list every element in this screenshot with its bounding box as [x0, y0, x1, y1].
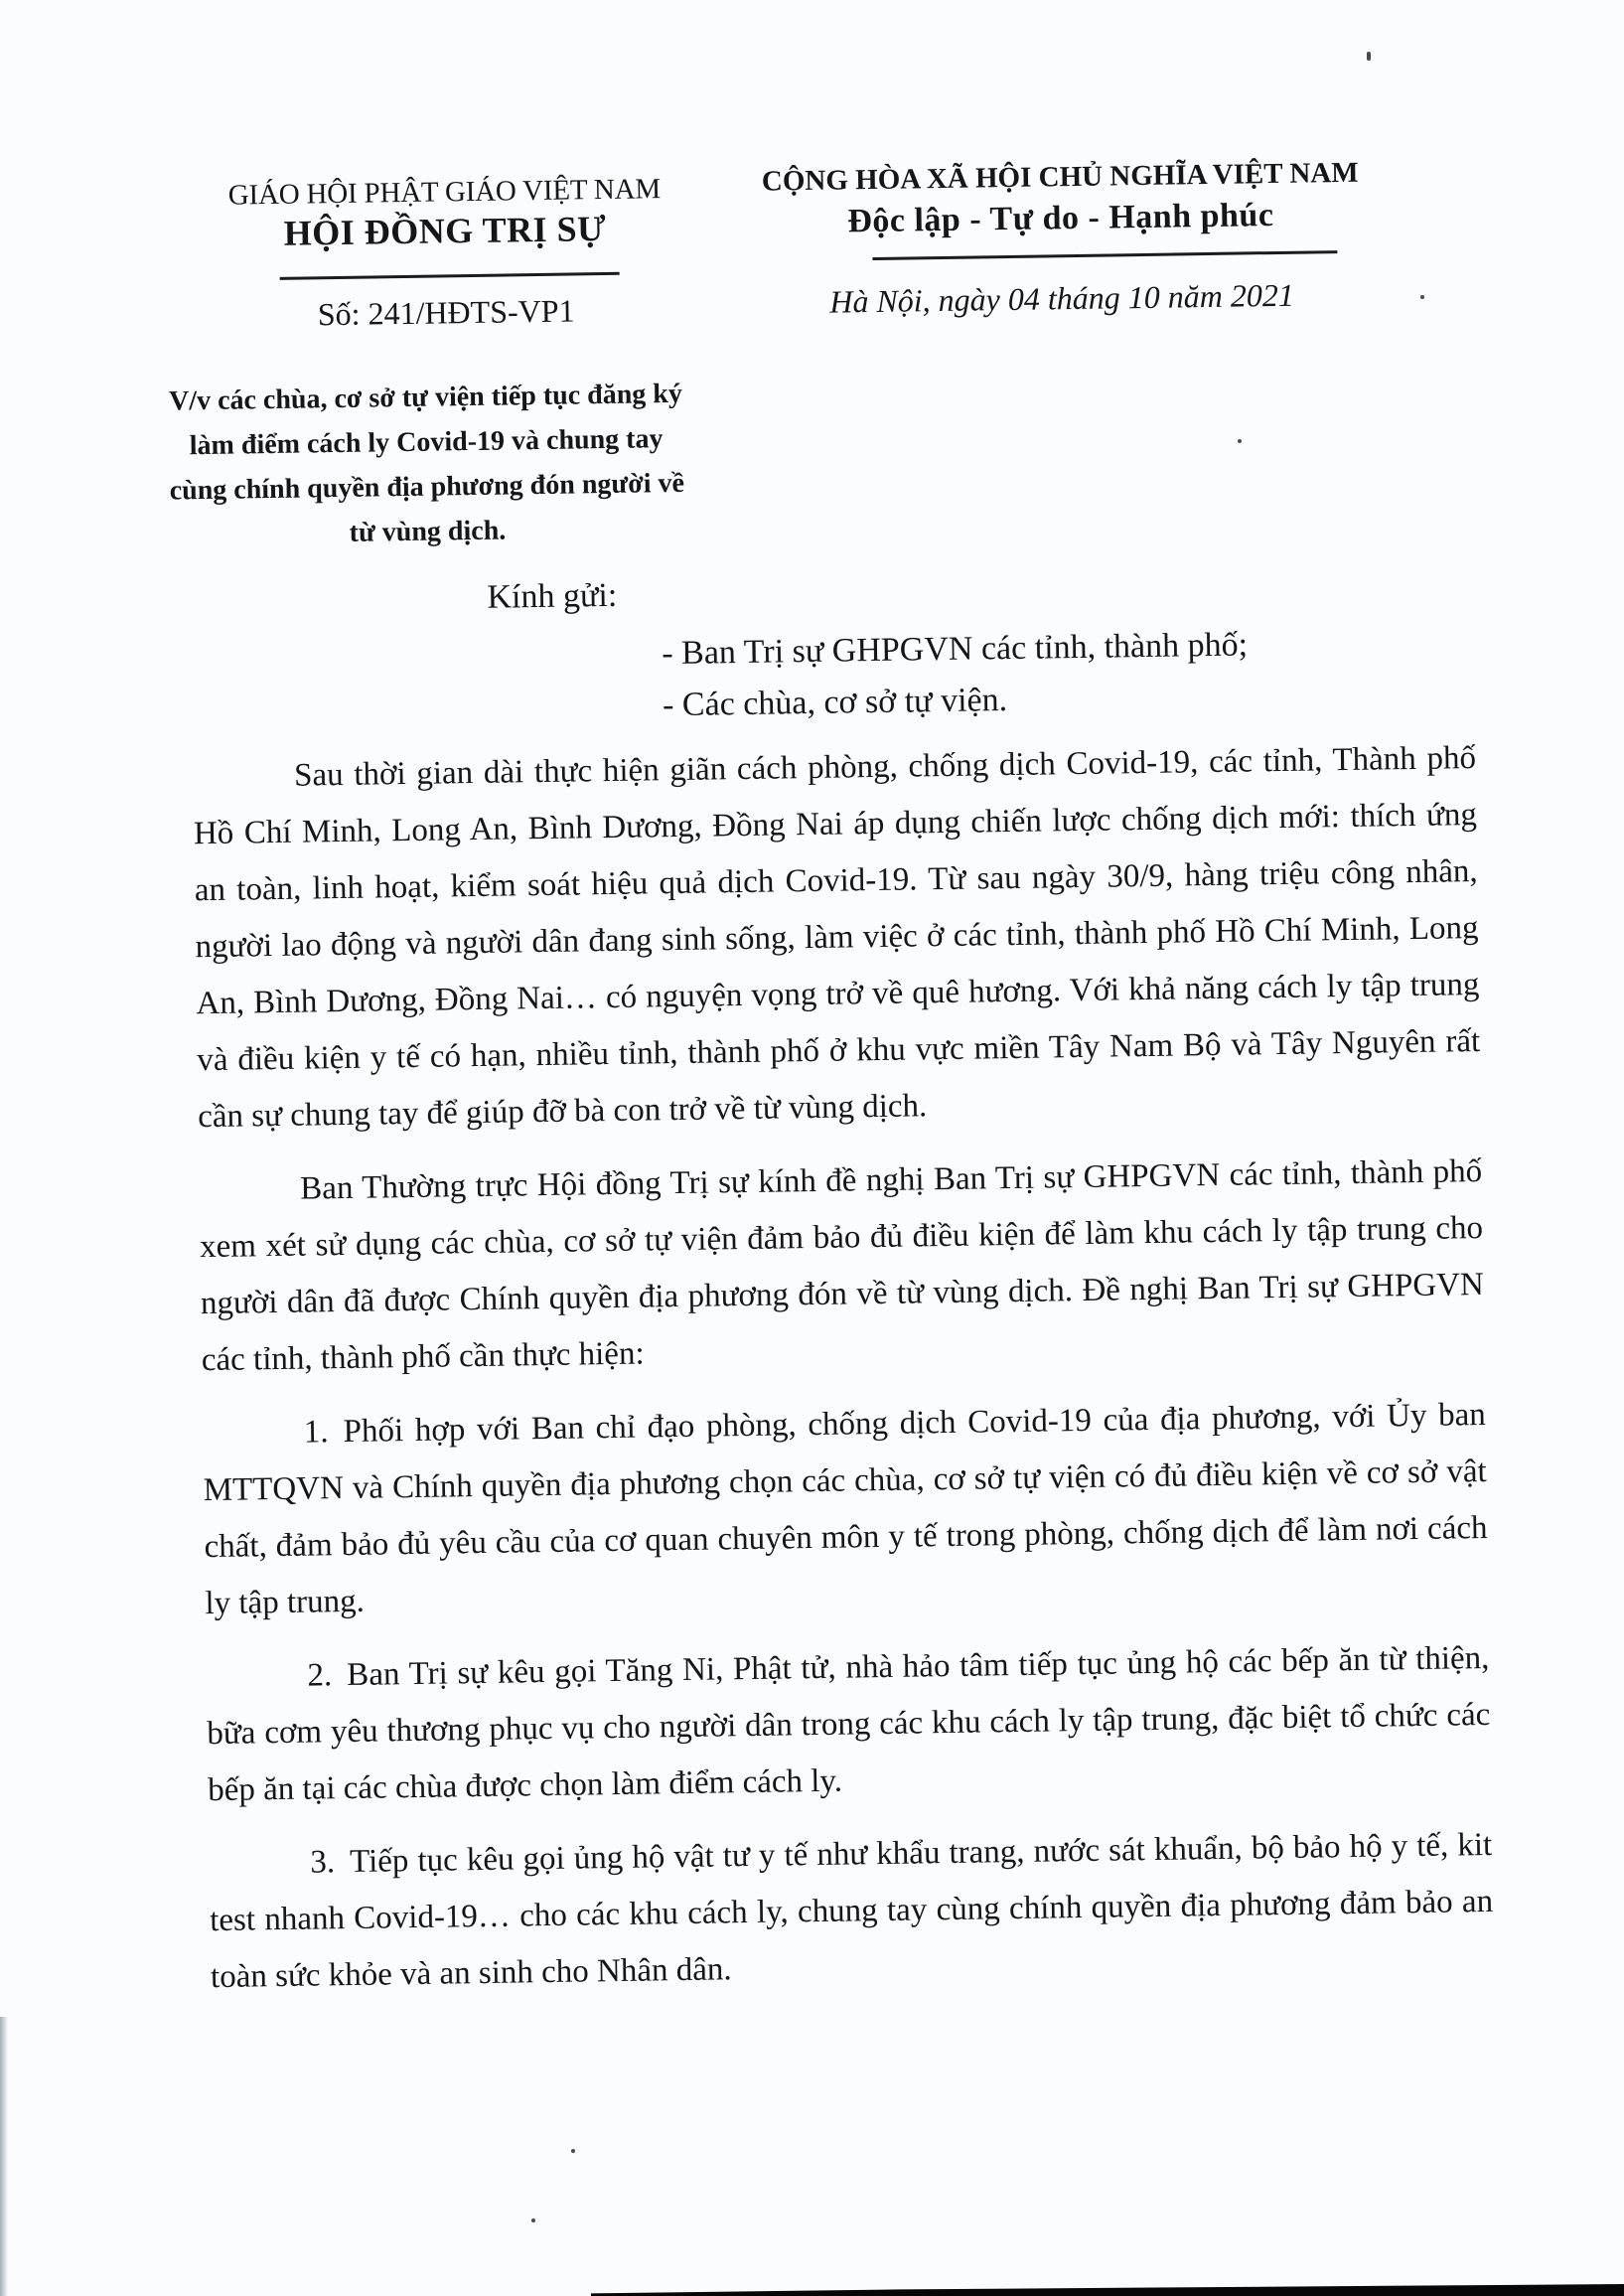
directive-item-1: [202, 1387, 1488, 1632]
scan-speck: [1420, 295, 1424, 299]
issuer-org-name: GIÁO HỘI PHẬT GIÁO VIỆT NAM: [227, 173, 662, 212]
directive-item-3: [209, 1817, 1494, 2006]
subject-line: làm điểm cách ly Covid-19 và chung tay: [189, 423, 664, 462]
place-and-date: Hà Nội, ngày 04 tháng 10 năm 2021: [829, 276, 1295, 320]
item-number: 1.: [303, 1414, 329, 1451]
salutation-label: Kính gửi:: [487, 576, 618, 616]
scan-speck: [1238, 439, 1242, 443]
item-text: Ban Trị sự kêu gọi Tăng Ni, Phật tử, nhà hảo tâm tiếp tục ủng hộ các bếp ăn từ thiện, bữa cơm yêu thương phục vụ cho người dân trong các khu cách ly tập trung, đặc biệt tổ chức các bếp ăn tại các chùa được chọn làm điểm cách ly.: [207, 1639, 1491, 1809]
directive-item-2: [206, 1630, 1491, 1819]
issuer-council-name: HỘI ĐỒNG TRỊ SỰ: [283, 208, 607, 253]
body-paragraph: Ban Thường trực Hội đồng Trị sự kính đề nghị Ban Trị sự GHPGVN các tỉnh, thành phố xem xét sử dụng các chùa, cơ sở tự viện đảm bảo đủ điều kiện để làm khu cách ly tập trung cho người dân đã được Chính quyền địa phương đón về từ vùng dịch. Đề nghị Ban Trị sự GHPGVN các tỉnh, thành phố cần thực hiện:: [199, 1153, 1485, 1379]
national-country-name: CỘNG HÒA XÃ HỘI CHỦ NGHĨA VIỆT NAM: [761, 156, 1359, 198]
subject-line: cùng chính quyền địa phương đón người về: [169, 467, 685, 507]
scan-speck: [531, 2219, 535, 2222]
item-text: Tiếp tục kêu gọi ủng hộ vật tư y tế như khẩu trang, nước sát khuẩn, bộ bảo hộ y tế, kit test nhanh Covid-19… cho các khu cách ly, chung tay cùng chính quyền địa phương đảm bảo an toàn sức khỏe và an sinh cho Nhân dân.: [209, 1826, 1494, 1996]
subject-line: V/v các chùa, cơ sở tự viện tiếp tục đăng ký: [168, 378, 683, 417]
subject-line: từ vùng dịch.: [349, 515, 507, 548]
item-number: 2.: [307, 1657, 333, 1694]
recipient-line: - Ban Trị sự GHPGVN các tỉnh, thành phố;: [662, 626, 1249, 673]
issuer-header-rule: [280, 272, 620, 280]
recipient-line: - Các chùa, cơ sở tự viện.: [662, 682, 1008, 724]
document-subject: [152, 372, 701, 558]
motto-rule: [872, 250, 1337, 260]
body-paragraph: Sau thời gian dài thực hiện giãn cách phòng, chống dịch Covid-19, các tỉnh, Thành phố Hồ Chí Minh, Long An, Bình Dương, Đồng Nai áp dụng chiến lược chống dịch mới: thích ứng an toàn, linh hoạt, kiểm soát hiệu quả dịch Covid-19. Từ sau ngày 30/9, hàng triệu công nhân, người lao động và người dân đang sinh sống, làm việc ở các tỉnh, thành phố Hồ Chí Minh, Long An, Bình Dương, Đồng Nai… có nguyện vọng trở về quê hương. Với khả năng cách ly tập trung và điều kiện y tế có hạn, nhiều tỉnh, thành phố ở khu vực miền Tây Nam Bộ và Tây Nguyên rất cần sự chung tay để giúp đỡ bà con trở về từ vùng dịch.: [193, 740, 1481, 1136]
recipient-list: [662, 619, 1249, 731]
national-motto: Độc lập - Tự do - Hạnh phúc: [847, 197, 1274, 240]
scan-speck: [571, 2149, 575, 2153]
scan-left-edge-shadow: [0, 2017, 8, 2296]
letter-body: [193, 730, 1495, 2023]
scan-speck: [1367, 52, 1371, 61]
item-text: Phối hợp với Ban chỉ đạo phòng, chống dịch Covid-19 của địa phương, với Ủy ban MTTQVN và Chính quyền địa phương chọn các chùa, cơ sở tự viện có đủ điều kiện về cơ sở vật chất, đảm bảo đủ yêu cầu của cơ quan chuyên môn y tế trong phòng, chống dịch để làm nơi cách ly tập trung.: [203, 1396, 1488, 1622]
item-number: 3.: [310, 1844, 336, 1881]
reference-number: Số: 241/HĐTS-VP1: [317, 292, 575, 333]
